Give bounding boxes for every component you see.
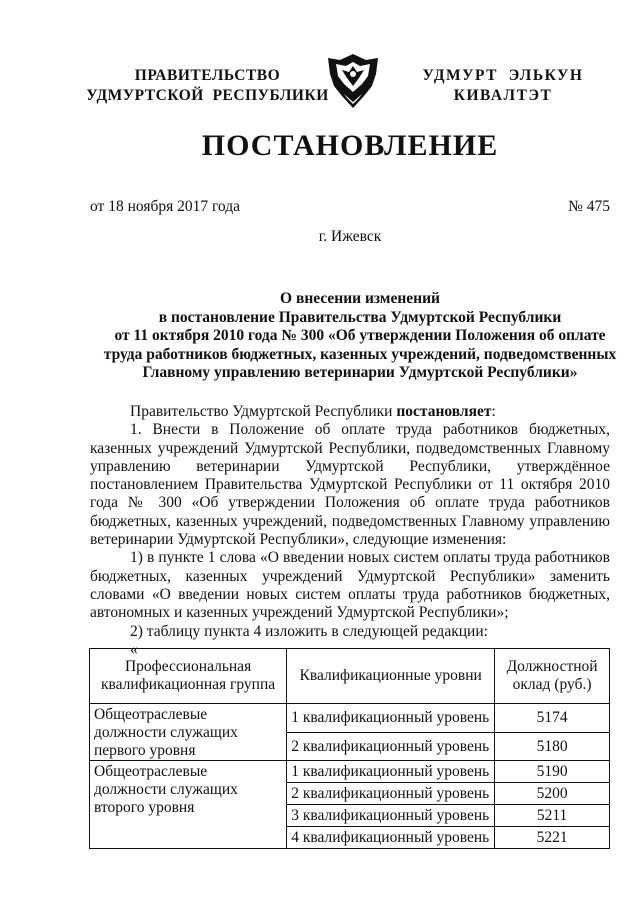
document-city: г. Ижевск xyxy=(318,228,382,245)
intro-keyword: постановляет xyxy=(396,403,492,420)
udmurt-emblem-icon xyxy=(326,52,380,110)
intro-paragraph xyxy=(90,403,610,421)
level-cell: 3 квалификационный уровень xyxy=(287,805,495,827)
subject-line: труда работников бюджетных, казенных учреждений, подведомственных xyxy=(103,345,617,363)
salary-cell: 5211 xyxy=(495,805,610,827)
salary-table xyxy=(89,648,610,849)
document-body xyxy=(90,403,610,659)
subject-line: Главному управлению ветеринарии Удмуртской Республики» xyxy=(142,364,578,381)
subitem-2-paragraph: 2) таблицу пункта 4 изложить в следующей редакции: xyxy=(130,622,488,640)
government-name-line1: ПРАВИТЕЛЬСТВО xyxy=(134,67,281,84)
table-row xyxy=(90,704,610,733)
government-name-russian xyxy=(80,66,335,106)
table-header-row xyxy=(90,649,610,704)
government-name-line2: УДМУРТСКОЙ РЕСПУБЛИКИ xyxy=(86,87,329,104)
header-group: Профессиональная квалификационная группа xyxy=(90,649,287,704)
salary-cell: 5180 xyxy=(495,732,610,761)
salary-cell: 5190 xyxy=(495,761,610,783)
intro-text: Правительство Удмуртской Республики xyxy=(130,403,397,420)
group-name: Общеотраслевые должности служащих второго уровня xyxy=(90,761,287,849)
document-subject xyxy=(60,290,640,383)
government-name-udmurt-line2: КИВАЛТЭТ xyxy=(453,87,553,104)
subject-line: в постановление Правительства Удмуртской Республики xyxy=(158,308,562,326)
level-cell: 4 квалификационный уровень xyxy=(287,827,495,849)
level-cell: 1 квалификационный уровень xyxy=(287,761,495,783)
salary-cell: 5221 xyxy=(495,827,610,849)
subject-line: от 11 октября 2010 года № 300 «Об утверждении Положения об оплате xyxy=(114,327,606,344)
item-1-paragraph: 1. Внести в Положение об оплате труда работников бюджетных, казенных учреждений Удмуртской Республики, подведомственных Главному управлению ветеринарии Удмуртской Республики, утверждённое постановлением Правительства Удмуртской Республики от 11 октября 2010 года № 300 «Об утверждении Положения об оплате труда работников бюджетных, казенных учреждений, подведомственных Главному управлению ветеринарии Удмуртской Республики», следующие изменения: xyxy=(90,421,610,549)
quote-open-mark: « xyxy=(130,640,138,658)
subject-line: О внесении изменений xyxy=(280,290,440,307)
header-levels: Квалификационные уровни xyxy=(287,649,495,704)
group-name: Общеотраслевые должности служащих первого уровня xyxy=(90,704,287,761)
level-cell: 2 квалификационный уровень xyxy=(287,783,495,805)
salary-cell: 5174 xyxy=(495,704,610,733)
header-salary: Должностной оклад (руб.) xyxy=(495,649,610,704)
document-title: ПОСТАНОВЛЕНИЕ xyxy=(201,129,499,162)
level-cell: 2 квалификационный уровень xyxy=(287,732,495,761)
table-row xyxy=(90,761,610,783)
government-name-udmurt xyxy=(398,66,608,106)
government-name-udmurt-line1: УДМУРТ ЭЛЬКУН xyxy=(422,67,584,84)
level-cell: 1 квалификационный уровень xyxy=(287,704,495,733)
document-date: от 18 ноября 2017 года xyxy=(90,198,241,215)
document-number: № 475 xyxy=(568,198,610,215)
salary-cell: 5200 xyxy=(495,783,610,805)
subitem-1-paragraph: 1) в пункте 1 слова «О введении новых систем оплаты труда работников бюджетных, казенных учреждений Удмуртской Республики» заменить словами «О введении новых систем оплаты труда работников бюджетных, автономных и казенных учреждений Удмуртской Республики»; xyxy=(90,549,610,622)
intro-colon: : xyxy=(491,403,496,420)
